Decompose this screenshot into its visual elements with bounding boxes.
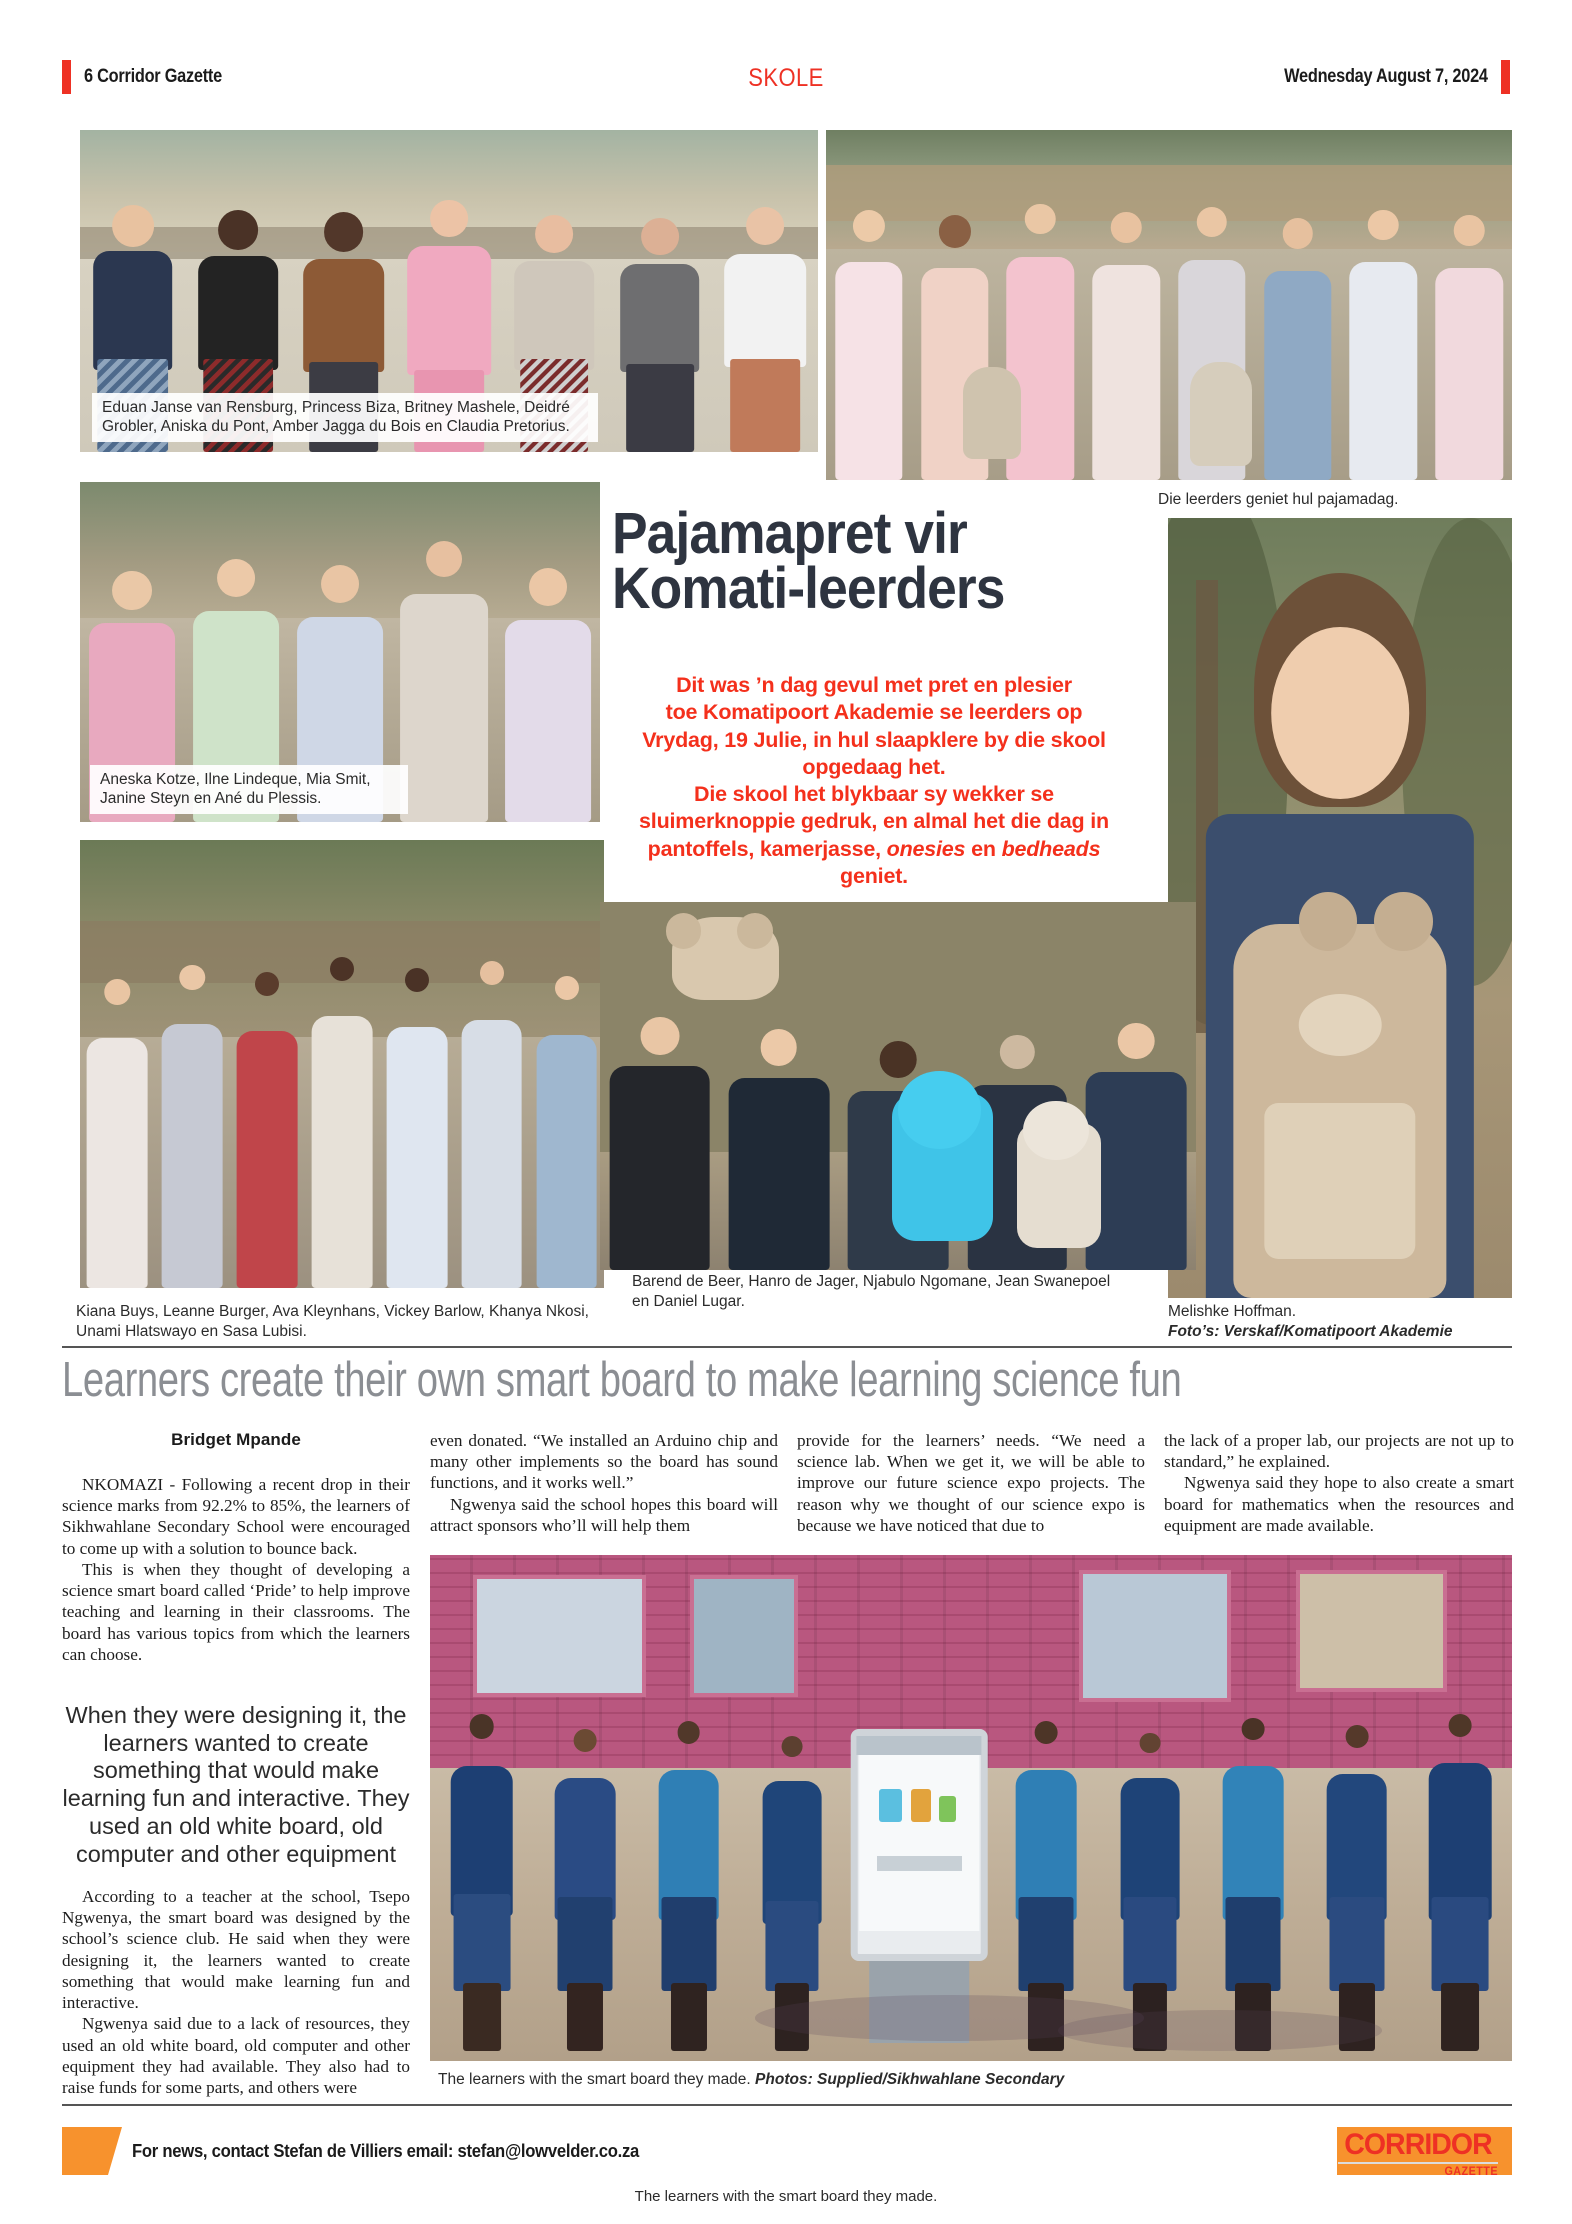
footer-contact-text[interactable]: For news, contact Stefan de Villiers email: stefan@lowvelder.co.za xyxy=(132,2140,640,2161)
bottom-note: The learners with the smart board they made. xyxy=(634,2188,938,2205)
byline: Bridget Mpande xyxy=(171,1430,301,1449)
logo-subtitle: GAZETTE xyxy=(1444,2164,1498,2178)
masthead xyxy=(62,60,1510,94)
body-column-1-cont xyxy=(62,1886,410,2098)
logo-wordmark: CORRIDOR xyxy=(1344,2128,1492,2161)
paragraph: This is when they thought of developing a science smart board called ‘Pride’ to help improve teaching and learning in their classrooms. The board has various topics from which the learners can choose. xyxy=(62,1559,410,1664)
english-headline: Learners create their own smart board to make learning science fun xyxy=(62,1353,1182,1407)
footer-divider xyxy=(62,2104,1512,2106)
masthead-accent-bar-right xyxy=(1501,60,1510,94)
photo-caption-4: Kiana Buys, Leanne Burger, Ava Kleynhans, Vickey Barlow, Khanya Nkosi, Unami Hlatswayo en Sasa Lubisi. xyxy=(76,1303,589,1340)
intro-line-5: Die skool het blykbaar sy wekker se xyxy=(694,782,1054,807)
intro-line-2: toe Komatipoort Akademie se leerders op xyxy=(665,700,1083,725)
body-column-4 xyxy=(1164,1430,1514,1536)
photo-pajama-group-4 xyxy=(80,840,604,1288)
intro-line-8: geniet. xyxy=(840,864,908,889)
intro-line-3: Vrydag, 19 Julie, in hul slaapklere by die skool xyxy=(642,727,1106,752)
intro-line-1: Dit was ’n dag gevul met pret en plesier xyxy=(676,673,1072,697)
body-column-2 xyxy=(430,1430,778,1536)
photo-girl-with-teddy xyxy=(1168,518,1512,1298)
paragraph: NKOMAZI - Following a recent drop in their science marks from 92.2% to 85%, the learners of Sikhwahlane Secondary School were encouraged to come up with a solution to bounce back. xyxy=(62,1475,410,1558)
footer-bar xyxy=(62,2127,1512,2178)
photo-caption-5: Barend de Beer, Hanro de Jager, Njabulo Ngomane, Jean Swanepoel en Daniel Lugar. xyxy=(632,1273,1111,1310)
paragraph: Ngwenya said they hope to also create a smart board for mathematics when the resources and equipment are made available. xyxy=(1164,1473,1514,1535)
section-title: SKOLE xyxy=(748,64,824,92)
issue-date: Wednesday August 7, 2024 xyxy=(1284,66,1488,87)
pull-quote: When they were designing it, the learners wanted to create something that would make learning fun and interactive. They used an old white board, old computer and other equipment xyxy=(62,1702,410,1867)
masthead-accent-bar-left xyxy=(62,60,71,94)
body-column-3 xyxy=(797,1430,1145,1536)
intro-line-6: sluimerknoppie gedruk, en almal het die dag in xyxy=(639,809,1109,834)
photo-pajama-group-3 xyxy=(80,482,600,822)
photo-learners-smart-board xyxy=(430,1555,1512,2061)
paragraph: the lack of a proper lab, our projects are not up to standard,” he explained. xyxy=(1164,1431,1514,1472)
photo-boys-with-teddies xyxy=(600,902,1196,1270)
photo-caption-2: Die leerders geniet hul pajamadag. xyxy=(1158,491,1399,508)
section-divider xyxy=(62,1346,1512,1348)
paragraph: Ngwenya said due to a lack of resources, they used an old white board, old computer and other equipment they had available. They also had to raise funds for some parts, and others were xyxy=(62,2014,410,2098)
paragraph: provide for the learners’ needs. “We need a science lab. When we get it, we will be able to improve our future science expo projects. The reason why we thought of our science expo is because we have noticed that due to xyxy=(797,1431,1145,1535)
intro-line-7b: en xyxy=(965,836,1002,861)
photo-caption-3: Aneska Kotze, Ilne Lindeque, Mia Smit, Janine Steyn en Ané du Plessis. xyxy=(90,765,408,814)
photo-caption-bottom xyxy=(438,2070,1518,2090)
intro-line-4: opgedaag het. xyxy=(802,754,946,779)
caption-text: The learners with the smart board they made. xyxy=(438,2071,751,2088)
headline-line-1: Pajamapret vir xyxy=(612,501,967,566)
corridor-gazette-logo xyxy=(1338,2130,1498,2177)
afrikaans-headline xyxy=(612,501,1090,622)
intro-line-7a: pantoffels, kamerjasse, xyxy=(647,836,887,861)
paragraph: Ngwenya said the school hopes this board will attract sponsors who’ll will help them xyxy=(430,1494,778,1535)
body-column-1 xyxy=(62,1474,410,1665)
paragraph: even donated. “We installed an Arduino chip and many other implements so the board has sound functions, and it works well.” xyxy=(430,1431,778,1493)
photo-caption-6: Melishke Hoffman. xyxy=(1168,1303,1297,1320)
photo-pajama-group-1 xyxy=(80,130,818,452)
intro-italic-onesies: onesies xyxy=(886,836,966,861)
intro-italic-bedheads: bedheads xyxy=(1001,836,1101,861)
afrikaans-intro xyxy=(612,672,1136,890)
paragraph: According to a teacher at the school, Tsepo Ngwenya, the smart board was designed by the school’s science club. He said when they were designing it, the learners wanted to create something that would make learning fun and interactive. xyxy=(62,1887,410,2013)
headline-line-2: Komati-leerders xyxy=(612,556,1005,622)
page-folio: 6 Corridor Gazette xyxy=(84,66,222,87)
photo-credit-top: Foto’s: Verskaf/Komatipoort Akademie xyxy=(1168,1323,1453,1340)
photo-pajama-group-2 xyxy=(826,130,1512,480)
photo-caption-1: Eduan Janse van Rensburg, Princess Biza, Britney Mashele, Deidré Grobler, Aniska du Pont, Amber Jagga du Bois en Claudia Pretorius. xyxy=(92,393,598,442)
photo-credit-bottom: Photos: Supplied/Sikhwahlane Secondary xyxy=(755,2071,1065,2088)
